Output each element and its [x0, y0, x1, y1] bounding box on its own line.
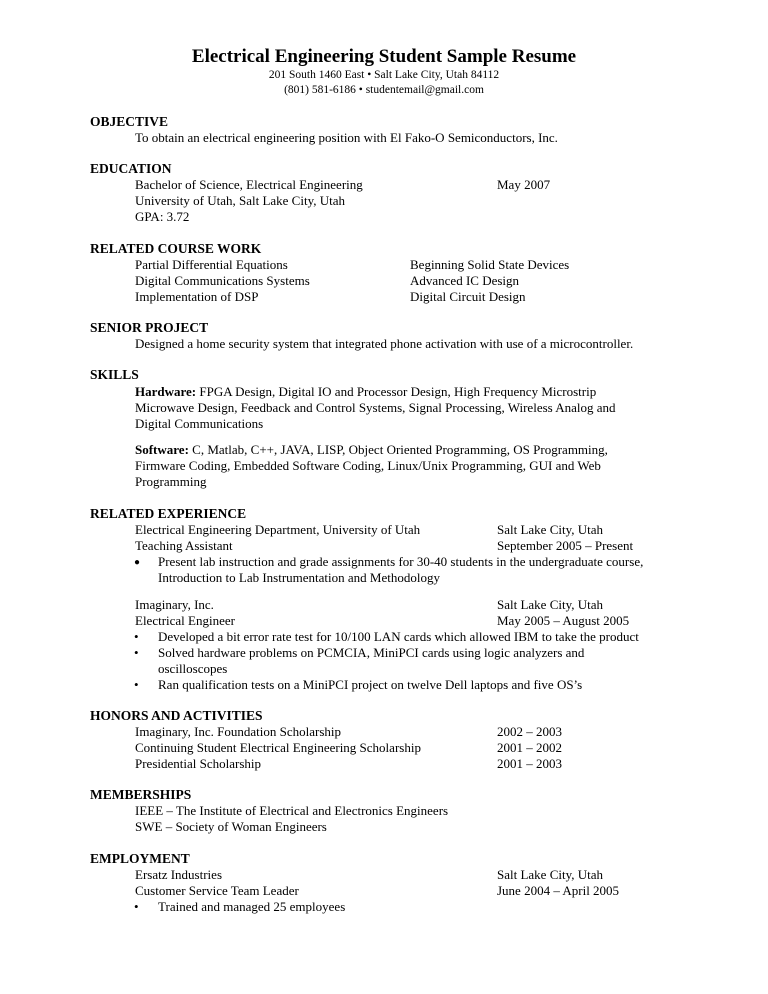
- employment-location: Salt Lake City, Utah: [497, 867, 604, 882]
- objective-text: To obtain an electrical engineering position with El Fako-O Semiconductors, Inc.: [135, 130, 558, 145]
- employment-bullet: Trained and managed 25 employees: [158, 899, 346, 914]
- job-bullet: Solved hardware problems on PCMCIA, MiniPCI cards using logic analyzers and: [158, 645, 585, 660]
- job-role: Electrical Engineer: [135, 613, 235, 628]
- honor-years: 2002 – 2003: [497, 724, 562, 739]
- education-date: May 2007: [497, 177, 551, 192]
- membership-item: SWE – Society of Woman Engineers: [135, 819, 327, 834]
- skills-heading: SKILLS: [90, 367, 139, 382]
- job-role: Teaching Assistant: [135, 538, 233, 553]
- software-text: Programming: [135, 474, 207, 489]
- hardware-text: Microwave Design, Feedback and Control Systems, Signal Processing, Wireless Analog and: [135, 400, 616, 415]
- contact-phone-email: (801) 581-6186 • studentemail@gmail.com: [284, 84, 484, 96]
- bullet-icon: •: [134, 677, 139, 692]
- job-bullet: oscilloscopes: [158, 661, 228, 676]
- employment-dates: June 2004 – April 2005: [497, 883, 620, 898]
- job-bullet: Introduction to Lab Instrumentation and Methodology: [158, 570, 440, 585]
- course-item: Partial Differential Equations: [135, 257, 288, 272]
- skills-hardware-line: [135, 384, 596, 400]
- honor-years: 2001 – 2002: [497, 740, 562, 755]
- honor-name: Presidential Scholarship: [135, 756, 262, 771]
- honor-name: Continuing Student Electrical Engineering Scholarship: [135, 740, 421, 755]
- objective-heading: OBJECTIVE: [90, 114, 169, 129]
- education-heading: EDUCATION: [90, 161, 172, 176]
- bullet-icon: •: [134, 629, 139, 644]
- course-item: Advanced IC Design: [410, 273, 520, 288]
- job-bullet: Present lab instruction and grade assignments for 30-40 students in the undergraduate course,: [158, 554, 644, 569]
- hardware-label: Hardware:: [135, 384, 197, 399]
- job-dates: September 2005 – Present: [497, 538, 634, 553]
- resume-title: Electrical Engineering Student Sample Resume: [191, 46, 577, 67]
- bullet-icon: •: [134, 645, 139, 660]
- education-school: University of Utah, Salt Lake City, Utah: [135, 193, 346, 208]
- employment-heading: EMPLOYMENT: [90, 851, 190, 866]
- job-location: Salt Lake City, Utah: [497, 597, 604, 612]
- software-text: C, Matlab, C++, JAVA, LISP, Object Oriented Programming, OS Programming,: [192, 442, 608, 457]
- job-dates: May 2005 – August 2005: [497, 613, 630, 628]
- course-item: Beginning Solid State Devices: [410, 257, 570, 272]
- honor-name: Imaginary, Inc. Foundation Scholarship: [135, 724, 342, 739]
- senior-project-text: Designed a home security system that integrated phone activation with use of a microcontroller.: [135, 336, 634, 351]
- job-org: Electrical Engineering Department, University of Utah: [135, 522, 421, 537]
- honor-years: 2001 – 2003: [497, 756, 562, 771]
- hardware-text: Digital Communications: [135, 416, 264, 431]
- software-text: Firmware Coding, Embedded Software Coding, Linux/Unix Programming, GUI and Web: [135, 458, 601, 473]
- experience-heading: RELATED EXPERIENCE: [90, 506, 247, 521]
- hardware-text: FPGA Design, Digital IO and Processor Design, High Frequency Microstrip: [199, 384, 597, 399]
- job-location: Salt Lake City, Utah: [497, 522, 604, 537]
- honors-heading: HONORS AND ACTIVITIES: [90, 708, 263, 723]
- job-bullet: Developed a bit error rate test for 10/100 LAN cards which allowed IBM to take the product: [158, 629, 639, 644]
- contact-address: 201 South 1460 East • Salt Lake City, Utah 84112: [268, 69, 500, 81]
- employment-role: Customer Service Team Leader: [135, 883, 299, 898]
- membership-item: IEEE – The Institute of Electrical and Electronics Engineers: [135, 803, 449, 818]
- skills-software-line: [135, 442, 608, 458]
- employment-org: Ersatz Industries: [135, 867, 223, 882]
- education-degree: Bachelor of Science, Electrical Engineering: [135, 177, 363, 192]
- course-item: Digital Circuit Design: [410, 289, 526, 304]
- coursework-heading: RELATED COURSE WORK: [90, 241, 262, 256]
- job-bullet: Ran qualification tests on a MiniPCI project on twelve Dell laptops and five OS’s: [158, 677, 583, 692]
- course-item: Digital Communications Systems: [135, 273, 310, 288]
- course-item: Implementation of DSP: [135, 289, 259, 304]
- bullet-icon: •: [134, 899, 139, 914]
- memberships-heading: MEMBERSHIPS: [90, 787, 192, 802]
- senior-project-heading: SENIOR PROJECT: [90, 320, 209, 335]
- job-org: Imaginary, Inc.: [135, 597, 214, 612]
- bullet-icon: ●: [134, 557, 141, 568]
- software-label: Software:: [135, 442, 189, 457]
- education-gpa: GPA: 3.72: [135, 209, 190, 224]
